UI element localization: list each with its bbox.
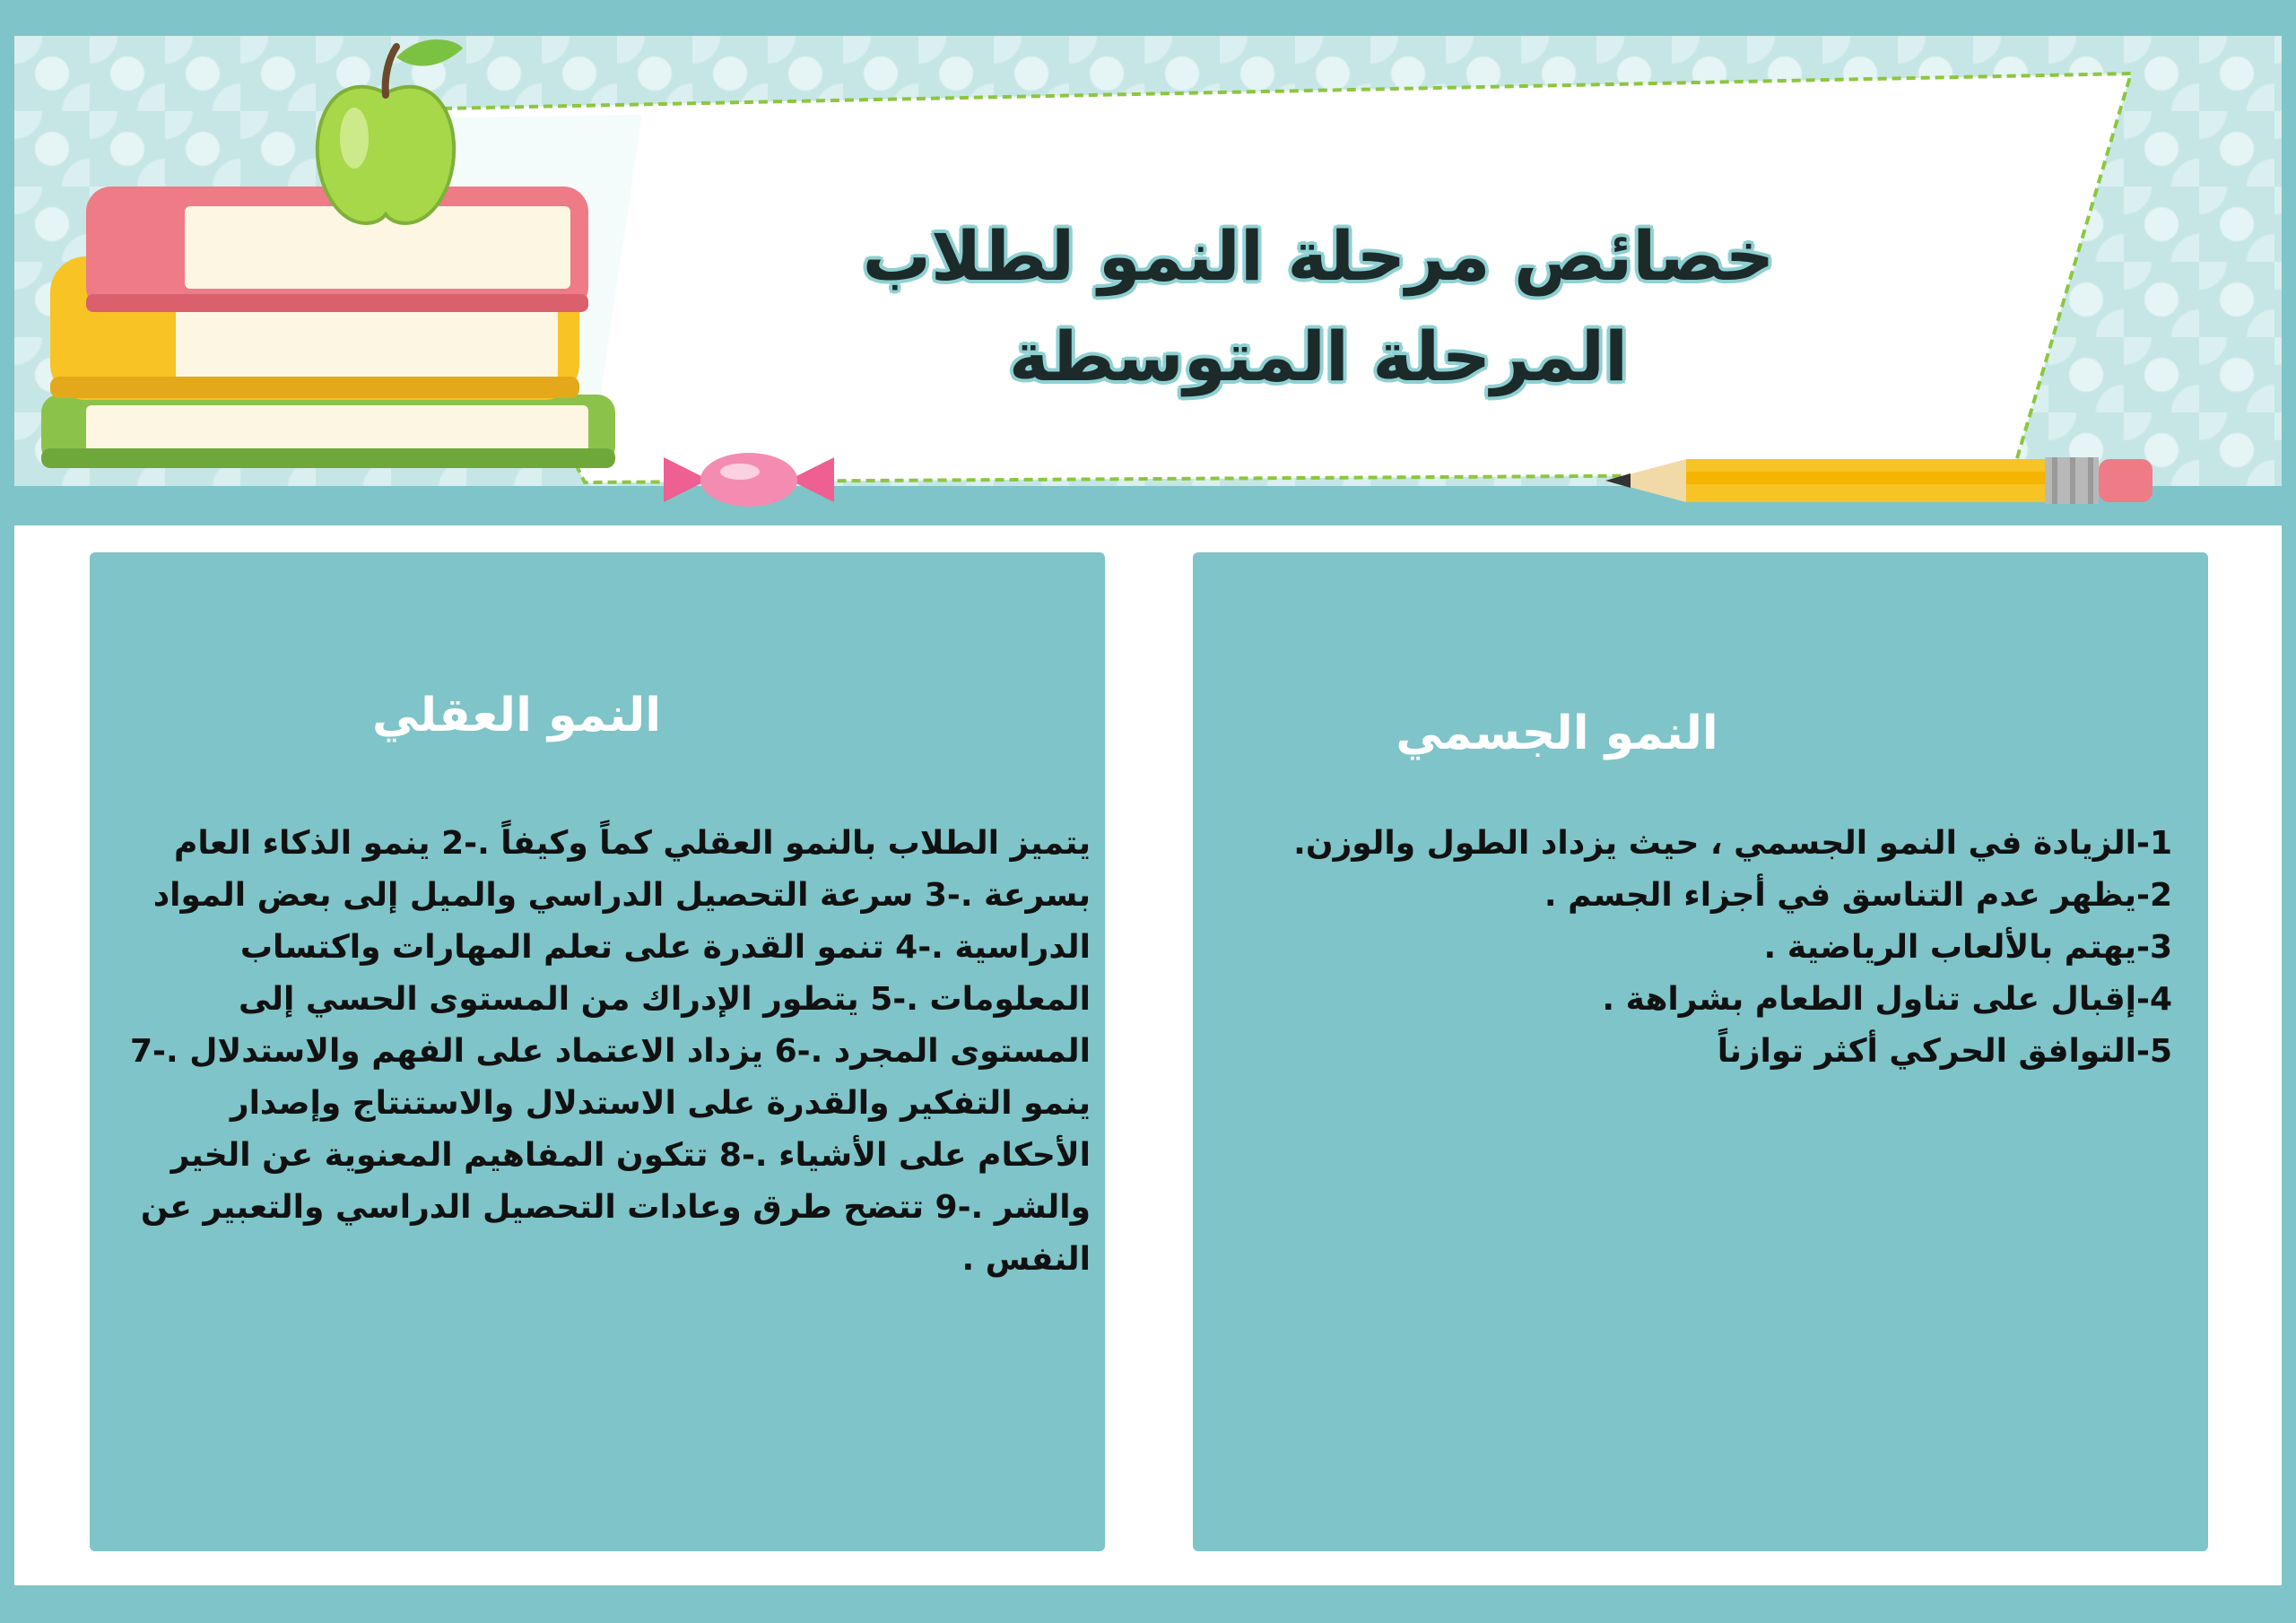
mental-growth-heading: النمو العقلي <box>371 689 662 742</box>
candy-illustration <box>664 448 834 511</box>
pencil-illustration <box>1605 454 2161 508</box>
list-item: 5-التوافق الحركي أكثر توازناً <box>1717 1033 2172 1070</box>
physical-growth-panel <box>1193 552 2208 1551</box>
mental-growth-text: يتميز الطلاب بالنمو العقلي كماً وكيفاً .-2 ينمو الذكاء العام بسرعة .-3 سرعة التحصيل الدراسي والميل إلى بعض المواد الدراسية .-4 تنمو القدرة على تعلم المهارات واكتساب المعلومات .-5 يتطور الإدراك من المستوى الحسي إلى المستوى المجرد .-6 يزداد الاعتماد على الفهم والاستدلال .-7 ينمو التفكير والقدرة على الاستدلال والاستنتاج وإصدار الأحكام على الأشياء .-8 تتكون المفاهيم المعنوية عن الخير والشر .-9 تتضح طرق وعادات التحصيل الدراسي والتعبير عن النفس . <box>129 825 1091 1278</box>
mental-growth-panel <box>90 552 1105 1551</box>
list-item: 1-الزيادة في النمو الجسمي ، حيث يزداد الطول والوزن. <box>1293 825 2172 862</box>
list-item: 3-يهتم بالألعاب الرياضية . <box>1763 929 2172 966</box>
physical-growth-list <box>1257 818 2172 1078</box>
apple-illustration <box>296 30 475 237</box>
page-title <box>771 206 1866 407</box>
page-title-line1: خصائص مرحلة النمو لطلاب <box>862 216 1775 296</box>
list-item: 4-إقبال على تناول الطعام بشراهة . <box>1602 981 2172 1018</box>
physical-growth-heading: النمو الجسمي <box>1396 707 1718 760</box>
list-item: 2-يظهر عدم التناسق في أجزاء الجسم . <box>1544 877 2172 914</box>
page-title-line2: المرحلة المتوسطة <box>1008 317 1629 396</box>
